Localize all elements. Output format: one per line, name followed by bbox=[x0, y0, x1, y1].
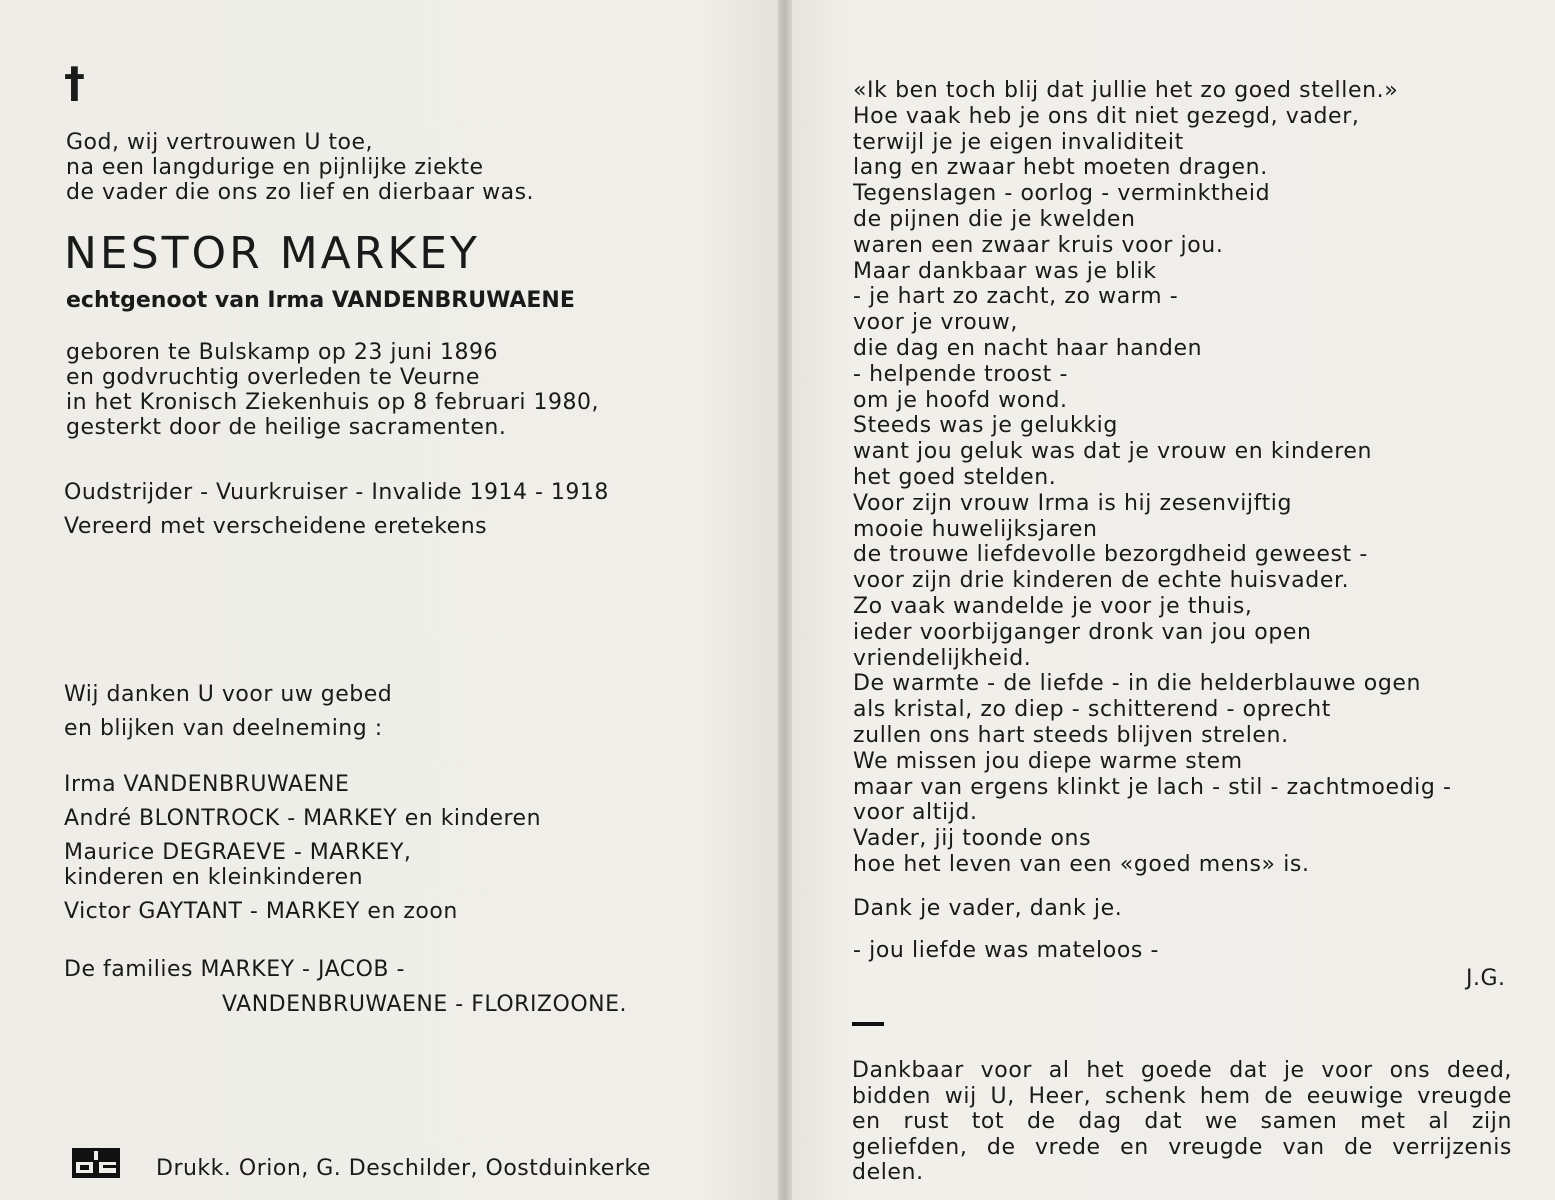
prayer-line: geliefden, de vrede en vreugde van de verrijzenis bbox=[852, 1134, 1512, 1160]
veteran-line: Oudstrijder - Vuurkruiser - Invalide 1914 - 1918 bbox=[64, 480, 609, 505]
poem-line: want jou geluk was dat je vrouw en kinderen bbox=[853, 439, 1373, 465]
poem-line: De warmte - de liefde - in die helderblauwe ogen bbox=[853, 671, 1422, 697]
prayer-line: delen. bbox=[852, 1160, 924, 1185]
veteran-text bbox=[64, 476, 609, 544]
birth-line: in het Kronisch Ziekenhuis op 8 februari 1980, bbox=[66, 390, 600, 415]
poem-line: Zo vaak wandelde je voor je thuis, bbox=[853, 593, 1253, 619]
prayer-line: bidden wij U, Heer, schenk hem de eeuwige vreugde bbox=[852, 1083, 1512, 1109]
families-line: De families MARKEY - JACOB - bbox=[64, 957, 405, 982]
love-line: - jou liefde was mateloos - bbox=[853, 938, 1160, 963]
deceased-name: NESTOR MARKEY bbox=[64, 228, 480, 279]
cross-icon: † bbox=[64, 58, 85, 107]
family-member: Victor GAYTANT - MARKEY en zoon bbox=[64, 899, 458, 924]
poem-line: Vader, jij toonde ons bbox=[853, 826, 1092, 852]
prayer bbox=[852, 1058, 1512, 1186]
family-member: kinderen en kleinkinderen bbox=[64, 865, 364, 890]
poem-line: hoe het leven van een «goed mens» is. bbox=[853, 851, 1310, 877]
poem-line: We missen jou diepe warme stem bbox=[853, 748, 1243, 774]
poem-line: maar van ergens klinkt je lach - stil - zachtmoedig - bbox=[853, 774, 1452, 800]
poem-line: Voor zijn vrouw Irma is hij zesenvijftig bbox=[853, 490, 1293, 516]
poem-line: ieder voorbijganger dronk van jou open bbox=[853, 619, 1312, 645]
families-text bbox=[64, 952, 627, 1022]
poem-line: voor altijd. bbox=[853, 800, 978, 826]
printer-credit: Drukk. Orion, G. Deschilder, Oostduinkerke bbox=[156, 1156, 651, 1181]
poem-line: vriendelijkheid. bbox=[853, 645, 1032, 671]
birth-line: gesterkt door de heilige sacramenten. bbox=[66, 415, 507, 440]
poem-line: voor je vrouw, bbox=[853, 310, 1018, 336]
poem-line: Maar dankbaar was je blik bbox=[853, 258, 1157, 284]
poem-line: die dag en nacht haar handen bbox=[853, 335, 1203, 361]
families-line: VANDENBRUWAENE - FLORIZOONE. bbox=[222, 992, 627, 1017]
intro-line: de vader die ons zo lief en dierbaar was. bbox=[66, 180, 535, 205]
thanks-line: en blijken van deelneming : bbox=[64, 716, 383, 741]
poem-line: het goed stelden. bbox=[853, 464, 1057, 490]
poem-line: om je hoofd wond. bbox=[853, 387, 1068, 413]
poem-line: de trouwe liefdevolle bezorgdheid geweest - bbox=[853, 542, 1368, 568]
thanks-line: Wij danken U voor uw gebed bbox=[64, 682, 393, 707]
prayer-line: en rust tot de dag dat we samen met al zijn bbox=[852, 1109, 1512, 1134]
birth-line: en godvruchtig overleden te Veurne bbox=[66, 365, 480, 390]
printer-logo-icon bbox=[72, 1148, 120, 1178]
thanks-text bbox=[64, 678, 392, 746]
family-list bbox=[64, 772, 541, 924]
family-member: Irma VANDENBRUWAENE bbox=[64, 772, 350, 797]
family-member: André BLONTROCK - MARKEY en kinderen bbox=[64, 806, 542, 831]
poem-line: waren een zwaar kruis voor jou. bbox=[853, 232, 1224, 258]
veteran-line: Vereerd met verscheidene eretekens bbox=[64, 514, 488, 539]
poem-line: «Ik ben toch blij dat jullie het zo goed stellen.» bbox=[853, 78, 1399, 103]
family-member: Maurice DEGRAEVE - MARKEY, bbox=[64, 840, 412, 865]
prayer-line: Dankbaar voor al het goede dat je voor ons deed, bbox=[852, 1058, 1512, 1083]
poem-line: de pijnen die je kwelden bbox=[853, 206, 1136, 232]
poem-line: zullen ons hart steeds blijven strelen. bbox=[853, 722, 1289, 748]
intro-text bbox=[66, 130, 534, 205]
poem bbox=[853, 78, 1452, 878]
poem-line: lang en zwaar hebt moeten dragen. bbox=[853, 155, 1268, 181]
poem-line: voor zijn drie kinderen de echte huisvader. bbox=[853, 568, 1350, 594]
signature: J.G. bbox=[1466, 966, 1506, 991]
intro-line: na een langdurige en pijnlijke ziekte bbox=[66, 155, 484, 180]
card-fold bbox=[778, 0, 792, 1200]
poem-line: Tegenslagen - oorlog - verminktheid bbox=[853, 181, 1271, 207]
intro-line: God, wij vertrouwen U toe, bbox=[66, 130, 374, 155]
poem-line: - helpende troost - bbox=[853, 361, 1068, 387]
thanks-father: Dank je vader, dank je. bbox=[853, 896, 1123, 921]
divider bbox=[852, 1022, 884, 1026]
spouse-line: echtgenoot van Irma VANDENBRUWAENE bbox=[66, 288, 575, 313]
poem-line: als kristal, zo diep - schitterend - oprecht bbox=[853, 697, 1332, 723]
poem-line: Steeds was je gelukkig bbox=[853, 413, 1118, 439]
birth-death-text bbox=[66, 340, 599, 440]
poem-line: Hoe vaak heb je ons dit niet gezegd, vader, bbox=[853, 103, 1360, 129]
poem-line: - je hart zo zacht, zo warm - bbox=[853, 284, 1179, 310]
poem-line: terwijl je je eigen invaliditeit bbox=[853, 129, 1184, 155]
birth-line: geboren te Bulskamp op 23 juni 1896 bbox=[66, 340, 498, 365]
poem-line: mooie huwelijksjaren bbox=[853, 516, 1098, 542]
